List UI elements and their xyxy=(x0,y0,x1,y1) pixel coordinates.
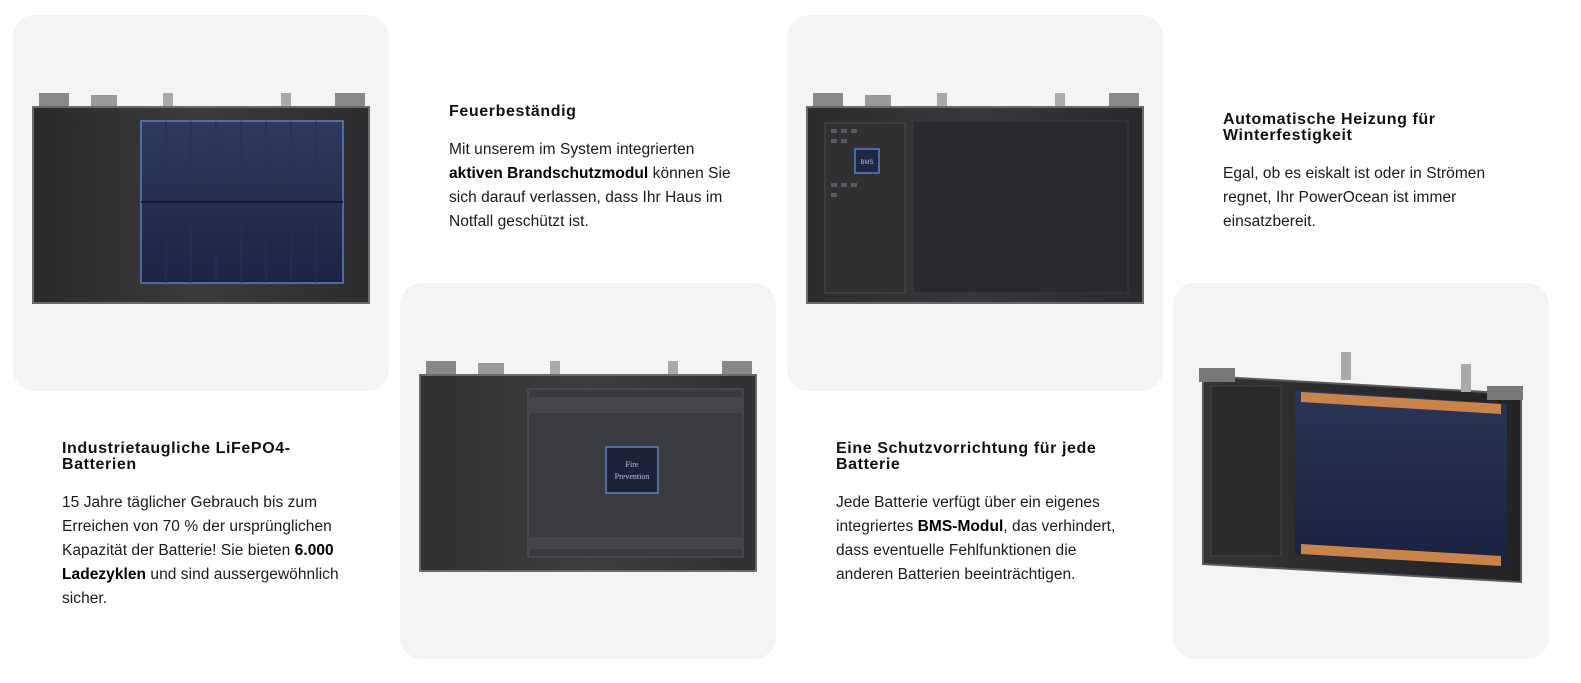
feature-bms xyxy=(836,441,1126,587)
battery-bms-image xyxy=(805,93,1145,313)
feature-title: Feuerbeständig xyxy=(449,103,577,120)
feature-lifepo4 xyxy=(62,441,352,611)
image-card-heater xyxy=(1173,283,1549,659)
bms-chip-label: BMS xyxy=(860,160,874,166)
fire-chip-line2: Prevention xyxy=(614,472,650,481)
feature-fire xyxy=(449,104,739,234)
feature-body: Mit unserem im System integrierten aktiven Brandschutzmodul können Sie sich darauf verlassen, dass Ihr Haus im Notfall geschützt ist. xyxy=(449,141,731,230)
image-card-fire xyxy=(400,283,776,659)
feature-title: Automatische Heizung für Winterfestigkeit xyxy=(1223,111,1436,144)
battery-cells-image xyxy=(31,93,371,313)
image-card-bms xyxy=(787,15,1163,391)
feature-title: Eine Schutzvorrichtung für jede Batterie xyxy=(836,440,1097,473)
feature-heating xyxy=(1223,112,1513,234)
battery-fire-image xyxy=(418,361,758,581)
feature-title: Industrietaugliche LiFePO4-Batterien xyxy=(62,440,291,473)
feature-body: Egal, ob es eiskalt ist oder in Strömen regnet, Ihr PowerOcean ist immer einsatzbereit. xyxy=(1223,165,1486,230)
feature-body: Jede Batterie verfügt über ein eigenes integriertes BMS-Modul, das verhindert, dass eventuelle Fehlfunktionen die anderen Batterien beeinträchtigen. xyxy=(836,494,1116,583)
battery-heater-image xyxy=(1191,346,1531,596)
image-card-cells xyxy=(13,15,389,391)
feature-body: 15 Jahre täglicher Gebrauch bis zum Erreichen von 70 % der ursprünglichen Kapazität der Batterie! Sie bieten 6.000 Ladezyklen und sind aussergewöhnlich sicher. xyxy=(62,494,339,607)
fire-chip-line1: Fire xyxy=(625,460,639,469)
